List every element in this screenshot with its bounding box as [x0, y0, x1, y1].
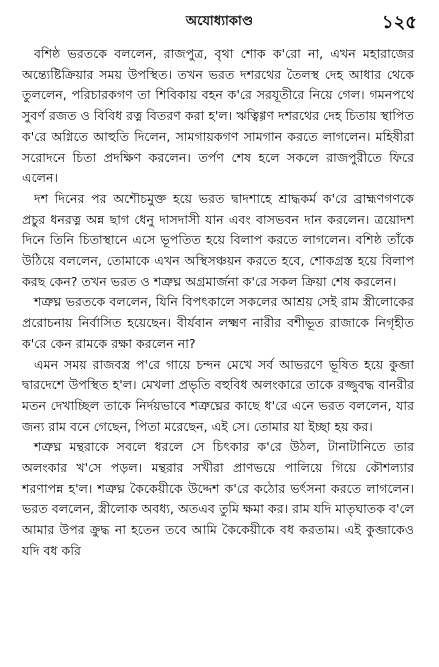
paragraph-4: এমন সময় রাজবস্ত্র প'রে গায়ে চন্দন মেখে সর্ব আভরণে ভূষিত হয়ে কুব্জা দ্বারদেশে উপস্থিত হ'ল। মেখলা প্রভৃতি বহুবিধ অলংকারে তাকে রজ্জুবদ্ধ বানরীর মতন দেখাচ্ছিল তাকে নির্দয়ভাবে শত্রুঘ্নের কাছে ধ'রে এনে ভরত বললেন, যার জন্য রাম বনে গেছেন, পিতা মরেছেন, এই সে। তোমার যা ইচ্ছা হয় কর। — [22, 356, 414, 434]
paragraph-1: বশিষ্ঠ ভরতকে বললেন, রাজপুত্র, বৃথা শোক ক'রো না, এখন মহারাজের অন্ত্যেষ্টিক্রিয়ার সময় উপস্থিত। তখন ভরত দশরথের তৈলস্থ দেহ আধার থেকে তুললেন, পরিচারকগণ তা শিবিকায় বহন ক'রে সরযূতীরে নিয়ে গেল। গমনপথে সুবর্ণ রজত ও বিবিধ রত্ন বিতরণ করা হ'ল। ঋত্বিগ্গণ দশরথের দেহ চিতায় স্থাপিত ক'রে অগ্নিতে আহুতি দিলেন, সামগায়কগণ সামগান করতে লাগলেন। মহিষীরা সরোদনে চিতা প্রদক্ষিণ করলেন। তর্পণ শেষ হলে সকলে রাজপুরীতে ফিরে এলেন। — [22, 46, 414, 186]
paragraph-5: শত্রুঘ্ন মন্থরাকে সবলে ধরলে সে চিৎকার ক'রে উঠল, টানাটানিতে তার অলংকার খ'সে পড়ল। মন্থরার সখীরা প্রাণভয়ে পালিয়ে গিয়ে কৌশল্যার শরণাপন্ন হ'ল। শত্রুঘ্ন কৈকেয়ীকে উদ্দেশ ক'রে কঠোর ভর্ৎসনা করতে লাগলেন। ভরত বললেন, স্ত্রীলোক অবধ্য, অতএব তুমি ক্ষমা কর। রাম যদি মাতৃঘাতক ব'লে আমার উপর ক্রুদ্ধ না হতেন তবে আমি কৈকেয়ীকে বধ করতাম। এই কুব্জাকেও যদি বধ করি — [22, 439, 414, 558]
body-text — [22, 44, 414, 562]
paragraph-2: দশ দিনের পর অশৌচমুক্ত হয়ে ভরত দ্বাদশাহে শ্রাদ্ধকর্ম ক'রে ব্রাহ্মণগণকে প্রচুর ধনরত্ন অন্ন ছাগ ধেনু দাসদাসী যান এবং বাসভবন দান করলেন। ত্রয়োদশ দিনে তিনি চিতাস্থানে এসে ভূপতিত হয়ে বিলাপ করতে লাগলেন। বশিষ্ঠ তাঁকে উঠিয়ে বললেন, তোমাকে এখন অস্থিসঞ্চয়ন করতে হবে, শোকগ্রস্ত হয়ে বিলাপ করছ কেন? তখন ভরত ও শত্রুঘ্ন অগ্রমার্জনা ক'রে সকল ক্রিয়া শেষ করলেন। — [22, 190, 414, 289]
page-header — [0, 8, 439, 34]
page-number: ১২৫ — [381, 12, 417, 33]
paragraph-3: শত্রুঘ্ন ভরতকে বললেন, যিনি বিপৎকালে সকলের আশ্রয় সেই রাম স্ত্রীলোকের প্ররোচনায় নির্বাসিত হয়েছেন। বীর্যবান লক্ষ্মণ নারীর বশীভূত রাজাকে নিগৃহীত ক'রে কেন রামকে রক্ষা করলেন না? — [22, 294, 414, 351]
running-title: অযোধ্যাকাণ্ড — [185, 14, 254, 29]
